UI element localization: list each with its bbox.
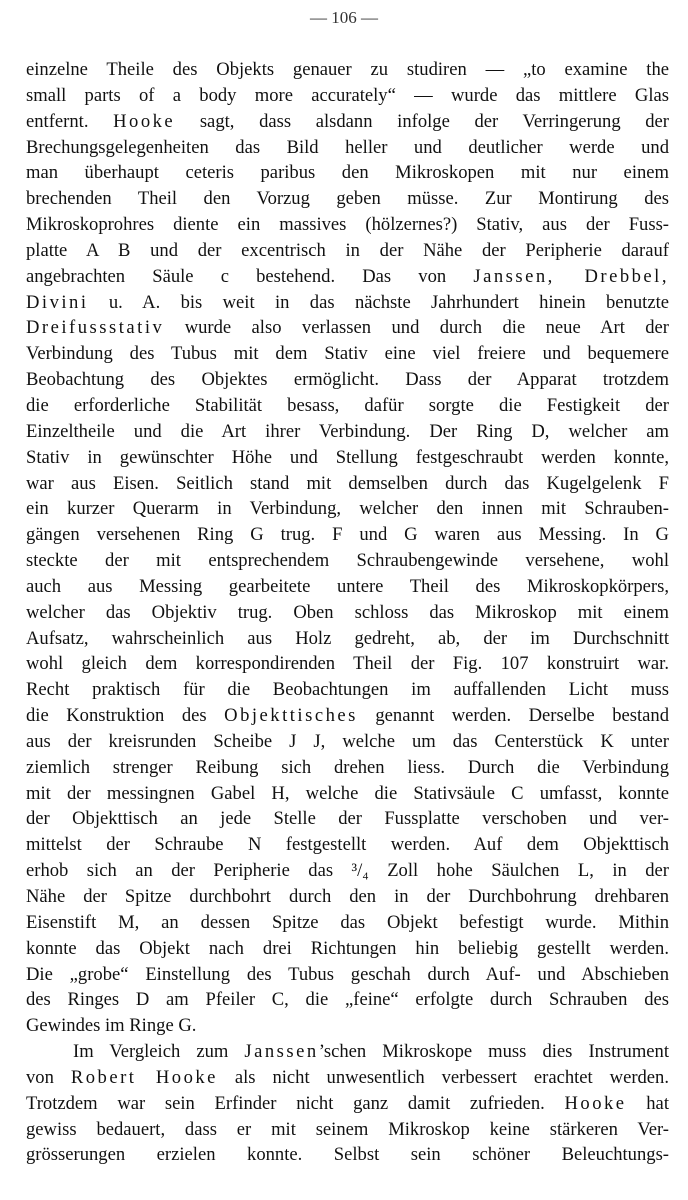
text-run: small parts of a body more accurately“ — wurde das mittlere Glas	[26, 84, 669, 106]
text-run: Recht praktisch für die Beobachtungen im auffallenden Licht muss	[26, 679, 669, 701]
spaced-name: Hooke	[564, 1092, 627, 1114]
spaced-name: Janssen	[244, 1041, 319, 1063]
text-line	[26, 186, 669, 212]
text-line	[26, 781, 669, 807]
spaced-name: Dreifussstativ	[26, 317, 165, 339]
spaced-name: Robert Hooke	[70, 1066, 218, 1088]
text-run: Brechungsgelegenheiten das Bild heller und deutlicher werde und	[26, 136, 669, 158]
text-run: Nähe der Spitze durchbohrt durch den in der Durchbohrung drehbaren	[26, 886, 669, 907]
text-run: Im Vergleich zum	[73, 1041, 245, 1063]
text-run: man überhaupt ceteris paribus den Mikroskopen mit nur einem	[26, 162, 669, 184]
text-run: u. A. bis weit in das nächste Jahrhundert hinein benutzte	[88, 291, 669, 313]
text-run: Trotzdem war sein Erfinder nicht ganz damit zufrieden.	[26, 1092, 565, 1114]
text-line	[26, 83, 669, 109]
text-line	[26, 910, 669, 936]
text-line	[26, 858, 669, 884]
text-run: Einzeltheile und die Art ihrer Verbindung. Der Ring D, welcher am	[26, 420, 669, 442]
text-line	[26, 315, 669, 341]
text-line	[26, 962, 669, 988]
text-line	[26, 341, 669, 367]
text-line	[26, 290, 669, 316]
text-line	[26, 1013, 669, 1039]
text-run: der Objekttisch an jede Stelle der Fussplatte verschoben und ver-	[26, 808, 669, 830]
text-line	[26, 677, 669, 703]
text-run: sagt, dass alsdann infolge der Verringerung der	[175, 110, 669, 132]
text-line	[26, 264, 669, 290]
text-run: platte A B und der excentrisch in der Nähe der Peripherie darauf	[26, 239, 669, 261]
text-run: auch aus Messing gearbeitete untere Theil des Mikroskopkörpers,	[26, 575, 669, 597]
text-run: angebrachten Säule c bestehend. Das von	[26, 265, 474, 287]
text-run: entfernt.	[26, 110, 114, 132]
text-run: die Konstruktion des	[26, 705, 225, 727]
text-line	[26, 135, 669, 161]
text-run: Mikroskoprohres diente ein massives (hölzernes?) Stativ, aus der Fuss-	[26, 214, 669, 236]
text-run: als nicht unwesentlich verbessert erachtet werden.	[217, 1066, 669, 1088]
text-run: Beobachtung des Objektes ermöglicht. Dass der Apparat trotzdem	[26, 369, 669, 391]
text-run: Eisenstift M, an dessen Spitze das Objekt befestigt wurde. Mithin	[26, 911, 669, 933]
text-run: einzelne Theile des Objekts genauer zu studiren — „to examine the	[26, 59, 669, 80]
text-run: gängen versehenen Ring G trug. F und G waren aus Messing. In G	[26, 524, 669, 546]
text-line	[26, 1142, 669, 1168]
text-run: Aufsatz, wahrscheinlich aus Holz gedreht, ab, der im Durchschnitt	[26, 627, 669, 649]
text-run: die erforderliche Stabilität besass, dafür sorgte die Festigkeit der	[26, 394, 669, 416]
text-run: war aus Eisen. Seitlich stand mit demselben durch das Kugelgelenk F	[26, 472, 669, 494]
text-run: genannt werden. Derselbe bestand	[357, 705, 669, 727]
text-line	[26, 393, 669, 419]
text-run: Die „grobe“ Einstellung des Tubus geschah durch Auf- und Abschieben	[26, 963, 669, 985]
text-run: des Ringes D am Pfeiler C, die „feine“ erfolgte durch Schrauben des	[26, 989, 669, 1011]
text-run: ein kurzer Querarm in Verbindung, welcher den innen mit Schrauben-	[26, 498, 669, 520]
text-run: aus der kreisrunden Scheibe J J, welche um das Centerstück K unter	[26, 730, 669, 752]
text-line	[26, 109, 669, 135]
text-run: von	[26, 1066, 71, 1088]
text-line	[26, 160, 669, 186]
text-line	[26, 936, 669, 962]
text-run: konnte das Objekt nach drei Richtungen hin beliebig gestellt werden.	[26, 937, 669, 959]
text-line	[26, 1065, 669, 1091]
text-line	[26, 1091, 669, 1117]
text-line	[26, 729, 669, 755]
text-line	[26, 445, 669, 471]
text-line	[26, 1039, 669, 1065]
text-line	[26, 600, 669, 626]
text-run: wohl gleich dem korrespondirenden Theil der Fig. 107 konstruirt war.	[26, 653, 669, 675]
text-line	[26, 57, 669, 83]
text-run: Stativ in gewünschter Höhe und Stellung festgeschraubt werden konnte,	[26, 446, 669, 468]
spaced-name: Objekttisches	[224, 705, 358, 727]
text-run: gewiss bedauert, dass er mit seinem Mikroskop keine stärkeren Ver-	[26, 1118, 669, 1140]
text-line	[26, 884, 669, 910]
text-run: ’schen Mikroskope muss dies Instrument	[318, 1041, 669, 1063]
text-line	[26, 987, 669, 1013]
text-run: mit der messingnen Gabel H, welche die Stativsäule C umfasst, konnte	[26, 782, 669, 804]
text-line	[26, 522, 669, 548]
text-line	[26, 703, 669, 729]
text-line	[26, 806, 669, 832]
text-run: steckte der mit entsprechendem Schraubengewinde versehene, wohl	[26, 550, 669, 572]
text-run: brechenden Theil den Vorzug geben müsse. Zur Montirung des	[26, 188, 669, 210]
spaced-name: Janssen, Drebbel,	[473, 265, 669, 287]
spaced-name: Divini	[26, 291, 89, 313]
text-line	[26, 496, 669, 522]
text-line	[26, 367, 669, 393]
text-run: welcher das Objektiv trug. Oben schloss das Mikroskop mit einem	[26, 601, 669, 623]
text-run: wurde also verlassen und durch die neue Art der	[164, 317, 669, 339]
text-line	[26, 471, 669, 497]
text-line	[26, 548, 669, 574]
text-line	[26, 755, 669, 781]
text-run: hat	[626, 1092, 669, 1114]
text-line	[26, 626, 669, 652]
text-run: Verbindung des Tubus mit dem Stativ eine viel freiere und bequemere	[26, 343, 669, 365]
text-line	[26, 419, 669, 445]
text-line	[26, 1117, 669, 1143]
text-line	[26, 651, 669, 677]
text-line	[26, 238, 669, 264]
text-line	[26, 832, 669, 858]
text-run: Gewindes im Ringe G.	[26, 1015, 197, 1037]
text-run: mittelst der Schraube N festgestellt werden. Auf dem Objekttisch	[26, 834, 669, 856]
text-line	[26, 574, 669, 600]
spaced-name: Hooke	[113, 110, 176, 132]
text-run: erhob sich an der Peripherie das ³/₄ Zoll hohe Säulchen L, in der	[26, 860, 669, 882]
text-line	[26, 212, 669, 238]
text-run: ziemlich strenger Reibung sich drehen liess. Durch die Verbindung	[26, 756, 669, 778]
page-number: — 106 —	[310, 8, 378, 27]
body-text	[26, 57, 669, 1168]
text-run: grösserungen erzielen konnte. Selbst sein schöner Beleuchtungs-	[26, 1144, 669, 1166]
